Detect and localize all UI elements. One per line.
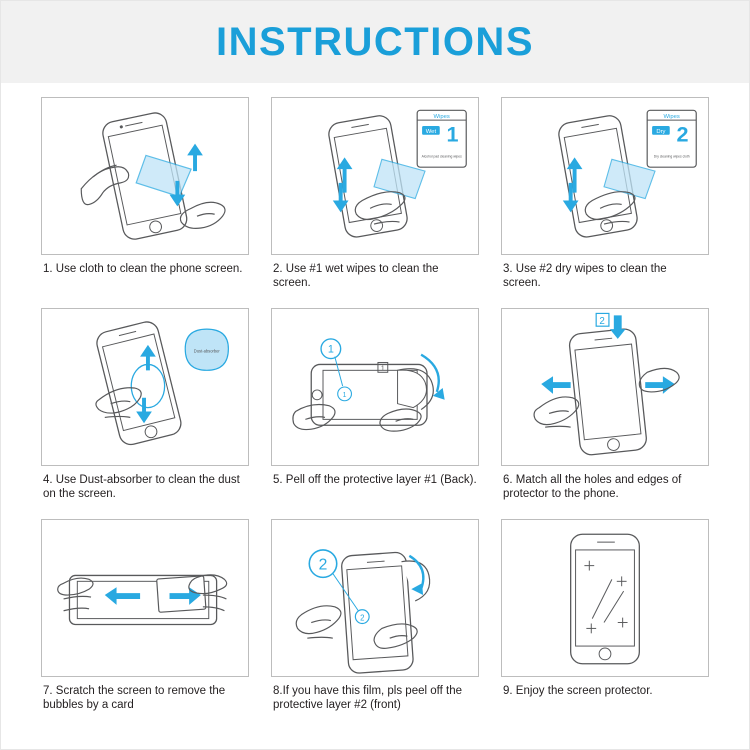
layer-number-inline: 2 [360,613,365,623]
wipe-pack-title: Wipes [663,114,680,121]
layer-number-inline: 1 [342,391,347,399]
step-caption-8: 8.If you have this film, pls peel off the protective layer #2 (front) [273,685,463,711]
page-header [1,1,749,83]
step-illustration-8 [271,519,479,677]
step-illustration-4 [41,308,249,466]
step-illustration-9 [501,519,709,677]
step-illustration-3 [501,97,709,255]
layer-number-badge: 2 [599,316,605,328]
step-caption-1: 1. Use cloth to clean the phone screen. [43,263,243,275]
step-caption-9: 9. Enjoy the screen protector. [503,685,653,697]
illustration-dry-wipe [502,98,708,254]
illustration-peel-layer-1 [272,309,478,465]
step-cell-9 [501,519,709,726]
wipe-pack-title: Wipes [433,114,450,121]
illustration-peel-layer-2 [272,520,478,676]
step-caption-3: 3. Use #2 dry wipes to clean the screen. [503,263,667,289]
step-cell-3 [501,97,709,304]
step-illustration-2 [271,97,479,255]
wipe-type-label: Wet [425,128,437,135]
illustration-dust-absorber [42,309,248,465]
step-illustration-7 [41,519,249,677]
step-caption-2: 2. Use #1 wet wipes to clean the screen. [273,263,439,289]
wipe-desc-label: Dry cleaning wipes cloth [653,154,690,159]
layer-number-badge: 1 [327,343,334,356]
step-caption-7: 7. Scratch the screen to remove the bubbles by a card [43,685,226,711]
step-caption-5: 5. Pell off the protective layer #1 (Back). [273,474,477,486]
step-illustration-5 [271,308,479,466]
page-title: INSTRUCTIONS [216,19,534,64]
illustration-cloth-clean [42,98,248,254]
step-cell-7 [41,519,249,726]
illustration-align-protector [502,309,708,465]
step-cell-4 [41,308,249,515]
dust-absorber-label: Dust-absorber [193,348,220,354]
step-caption-6: 6. Match all the holes and edges of protector to the phone. [503,474,682,500]
layer-number-badge: 2 [318,556,328,574]
illustration-finished-phone [502,520,708,676]
wipe-number-label: 1 [446,121,459,147]
step-cell-8 [271,519,479,726]
step-cell-1 [41,97,249,304]
step-illustration-1 [41,97,249,255]
wipe-number-label: 2 [676,121,689,147]
steps-grid [1,83,749,726]
step-cell-2 [271,97,479,304]
illustration-scratch-bubbles [42,520,248,676]
step-illustration-6 [501,308,709,466]
layer-number-small: 1 [380,365,385,373]
wipe-desc-label: Alcohol pad cleaning wipes [421,154,462,159]
illustration-wet-wipe [272,98,478,254]
step-cell-5 [271,308,479,515]
step-caption-4: 4. Use Dust-absorber to clean the dust on the screen. [43,474,240,500]
wipe-type-label: Dry [656,128,666,135]
step-cell-6 [501,308,709,515]
